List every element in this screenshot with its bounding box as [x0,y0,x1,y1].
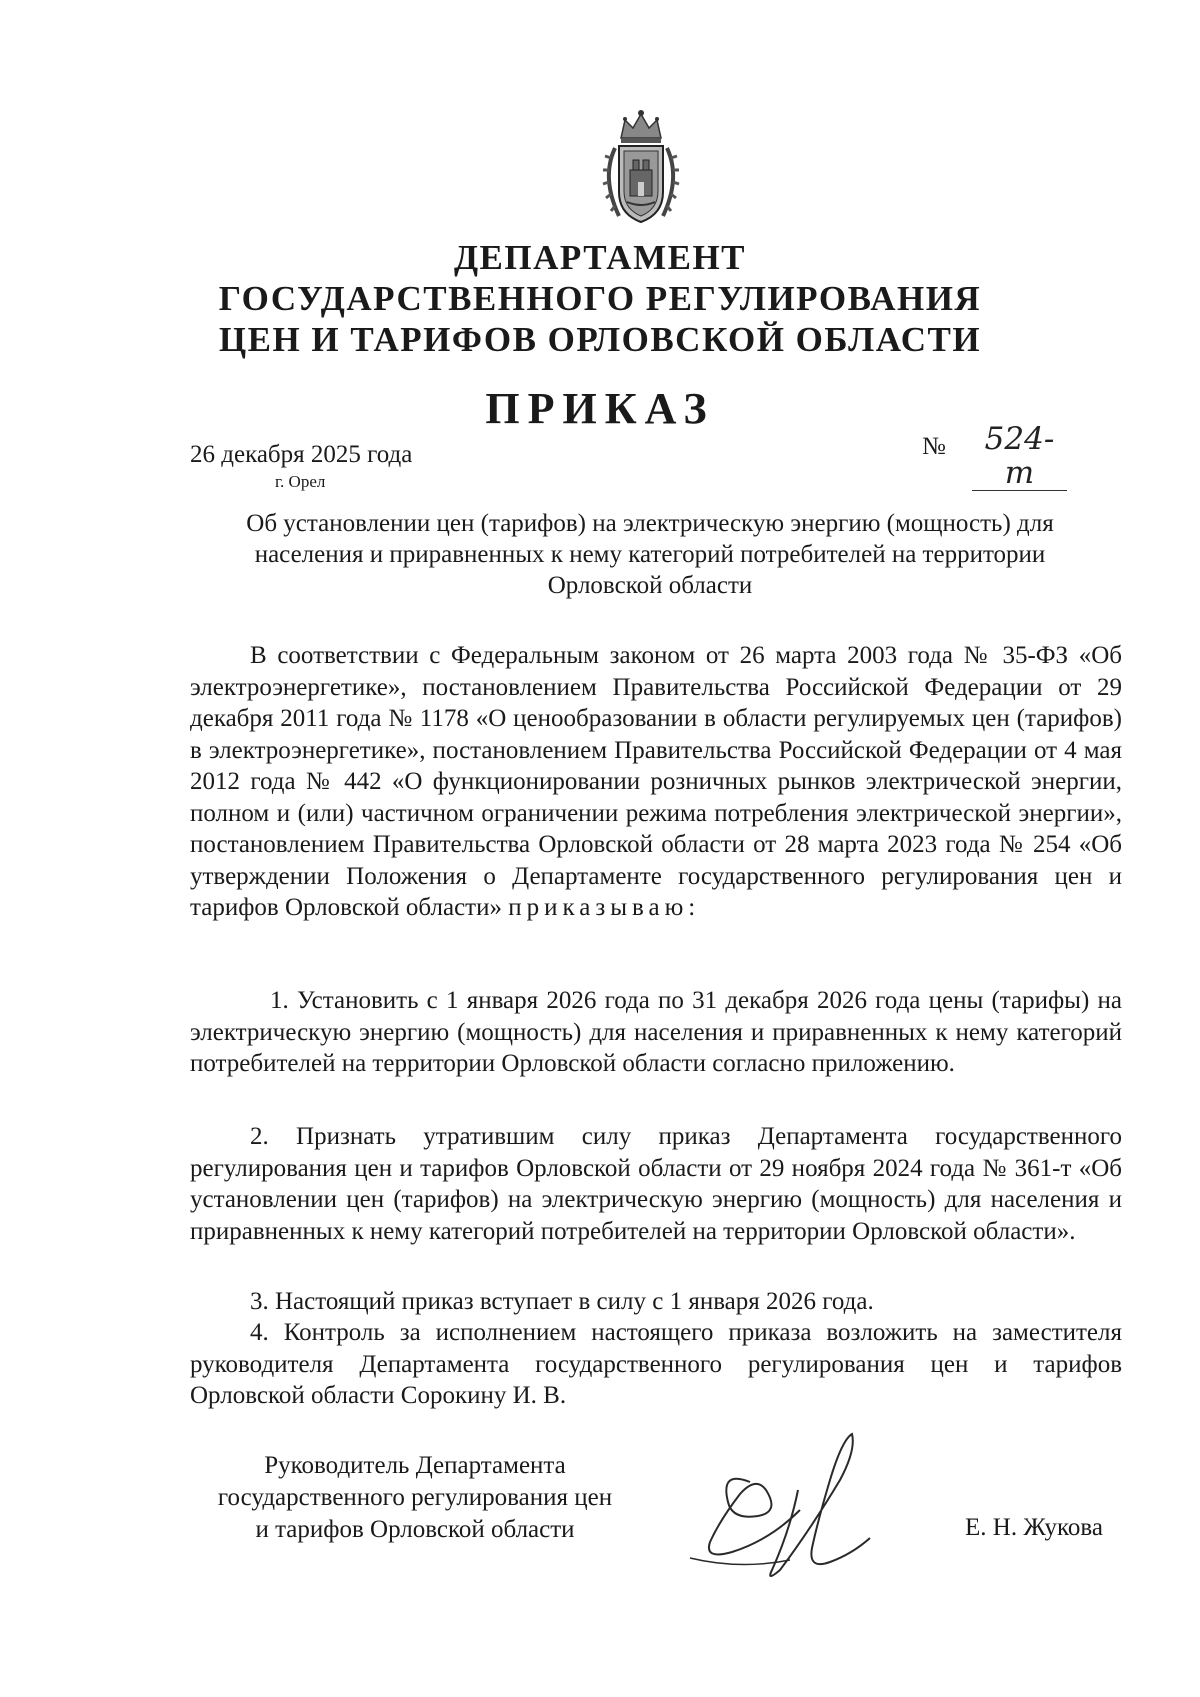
document-number-handwritten: 524-т [972,422,1067,491]
signatory-title [185,1450,645,1546]
handwritten-signature [680,1420,920,1590]
document-date: 26 декабря 2025 года [190,441,413,468]
order-item-4: 4. Контроль за исполнением настоящего приказа возложить на заместителя руководителя Департамента государственного регулирования цен и тарифов Орловской области Сорокину И. В. [190,1319,1122,1409]
document-city: г. Орел [275,472,326,491]
preamble-text: В соответствии с Федеральным законом от 26 марта 2003 года № 35-ФЗ «Об электроэнергетике», постановлением Правительства Российской Федерации от 29 декабря 2011 года № 1178 «О ценообразовании в области регулируемых цен (тарифов) в электроэнергетике», постановлением Правительства Российской Федерации от 4 мая 2012 года № 442 «О функционировании розничных рынков электрической энергии, полном и (или) частичном ограничении режима потребления электрической энергии», постановлением Правительства Орловской области от 28 марта 2023 года № 254 «Об утверждении Положения о Департаменте государственного регулирования цен и тарифов Орловской области» [190,642,1122,921]
signatory-name: Е. Н. Жукова [965,1514,1103,1541]
subject-line: Орловской области [547,572,753,599]
signatory-title-line: и тарифов Орловской области [255,1516,575,1543]
department-title-line1: ДЕПАРТАМЕНТ [453,238,747,277]
document-type-title: ПРИКАЗ [485,384,715,433]
order-word: приказываю: [508,894,701,921]
department-title-line3: ЦЕН И ТАРИФОВ ОРЛОВСКОЙ ОБЛАСТИ [218,320,982,359]
document-subject [190,508,1110,601]
order-item-1: 1. Установить с 1 января 2026 года по 31 декабря 2026 года цены (тарифы) на электрическую энергию (мощность) для населения и приравненных к нему категорий потребителей на территории Орловской области согласно приложению. [190,987,1122,1077]
signatory-title-line: Руководитель Департамента [264,1452,566,1479]
coat-of-arms-emblem [597,108,685,228]
document-number-label: № [922,433,946,460]
department-title-line2: ГОСУДАРСТВЕННОГО РЕГУЛИРОВАНИЯ [218,279,982,318]
signatory-title-line: государственного регулирования цен [217,1484,613,1511]
subject-line: Об установлении цен (тарифов) на электрическую энергию (мощность) для [246,510,1054,537]
order-item-2: 2. Признать утратившим силу приказ Департамента государственного регулирования цен и тарифов Орловской области от 29 ноября 2024 года № 361-т «Об установлении цен (тарифов) на электрическую энергию (мощность) для населения и приравненных к нему категорий потребителей на территории Орловской области». [190,1123,1122,1245]
subject-line: населения и приравненных к нему категорий потребителей на территории [254,541,1046,568]
order-item-3: 3. Настоящий приказ вступает в силу с 1 января 2026 года. [250,1288,874,1315]
preamble-paragraph [190,640,1122,924]
